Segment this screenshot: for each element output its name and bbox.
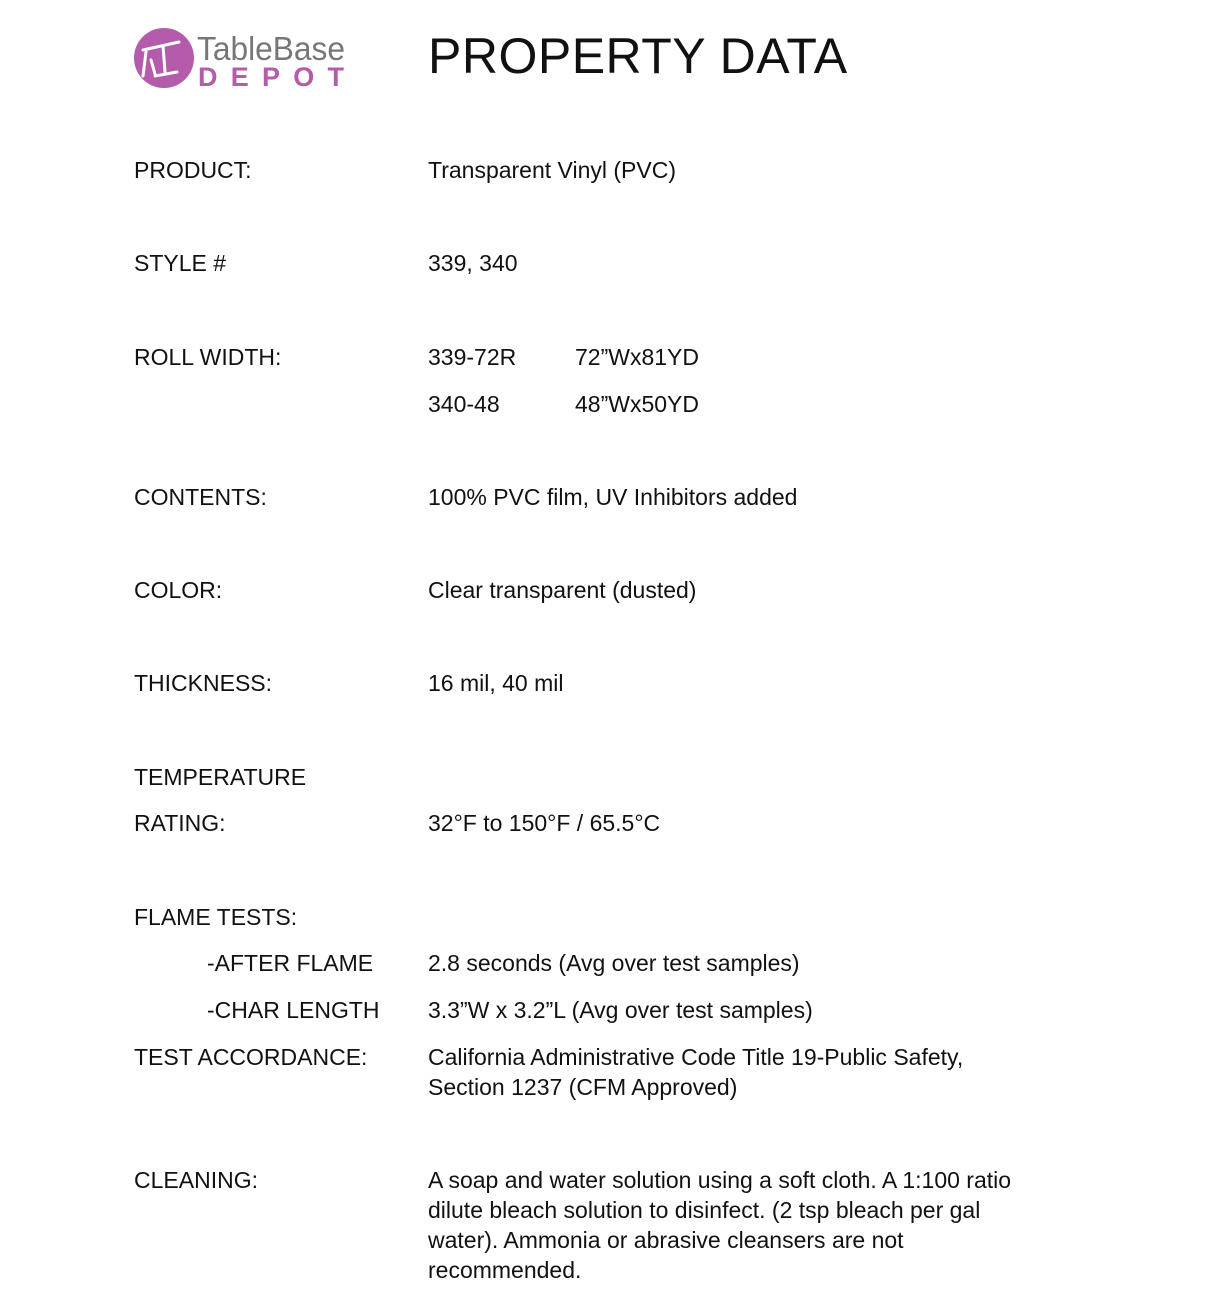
roll-width-size: 48”Wx50YD (575, 391, 699, 417)
cleaning-line: recommended. (428, 1257, 582, 1283)
roll-width-size: 72”Wx81YD (575, 344, 699, 370)
logo-text-tablebase: TableBase (197, 30, 345, 67)
after-flame-value: 2.8 seconds (Avg over test samples) (428, 950, 800, 976)
temperature-value: 32°F to 150°F / 65.5°C (428, 810, 661, 836)
char-length-value: 3.3”W x 3.2”L (Avg over test samples) (428, 997, 813, 1023)
flame-tests-label: FLAME TESTS: (134, 904, 298, 930)
test-accordance-value (428, 1042, 1088, 1102)
thickness-label: THICKNESS: (134, 670, 273, 696)
roll-width-label: ROLL WIDTH: (134, 344, 282, 370)
after-flame-label: -AFTER FLAME (207, 950, 374, 976)
cleaning-line: dilute bleach solution to disinfect. (2 tsp bleach per gal (428, 1197, 981, 1223)
cleaning-line: water). Ammonia or abrasive cleansers are not (428, 1227, 904, 1253)
product-label: PRODUCT: (134, 157, 252, 183)
roll-width-code: 340-48 (428, 391, 500, 417)
product-value: Transparent Vinyl (PVC) (428, 157, 676, 183)
char-length-label: -CHAR LENGTH (207, 997, 380, 1023)
color-value: Clear transparent (dusted) (428, 577, 697, 603)
style-value: 339, 340 (428, 250, 518, 276)
logo-text-depot: DEPOT (198, 62, 344, 90)
color-label: COLOR: (134, 577, 223, 603)
temperature-label-line1: TEMPERATURE (134, 764, 307, 790)
thickness-value: 16 mil, 40 mil (428, 670, 564, 696)
roll-width-code: 339-72R (428, 344, 517, 370)
temperature-label-line2: RATING: (134, 810, 226, 836)
page-title: PROPERTY DATA (428, 28, 848, 84)
cleaning-label: CLEANING: (134, 1167, 258, 1193)
style-label: STYLE # (134, 250, 227, 276)
contents-value: 100% PVC film, UV Inhibitors added (428, 484, 798, 510)
cleaning-line: A soap and water solution using a soft cloth. A 1:100 ratio (428, 1167, 1012, 1193)
test-accordance-line: Section 1237 (CFM Approved) (428, 1074, 738, 1100)
contents-label: CONTENTS: (134, 484, 267, 510)
test-accordance-line: California Administrative Code Title 19-Public Safety, (428, 1044, 964, 1070)
company-logo (133, 26, 348, 90)
logo-graphic (133, 26, 348, 90)
cleaning-value (428, 1165, 1088, 1285)
test-accordance-label: TEST ACCORDANCE: (134, 1044, 368, 1070)
